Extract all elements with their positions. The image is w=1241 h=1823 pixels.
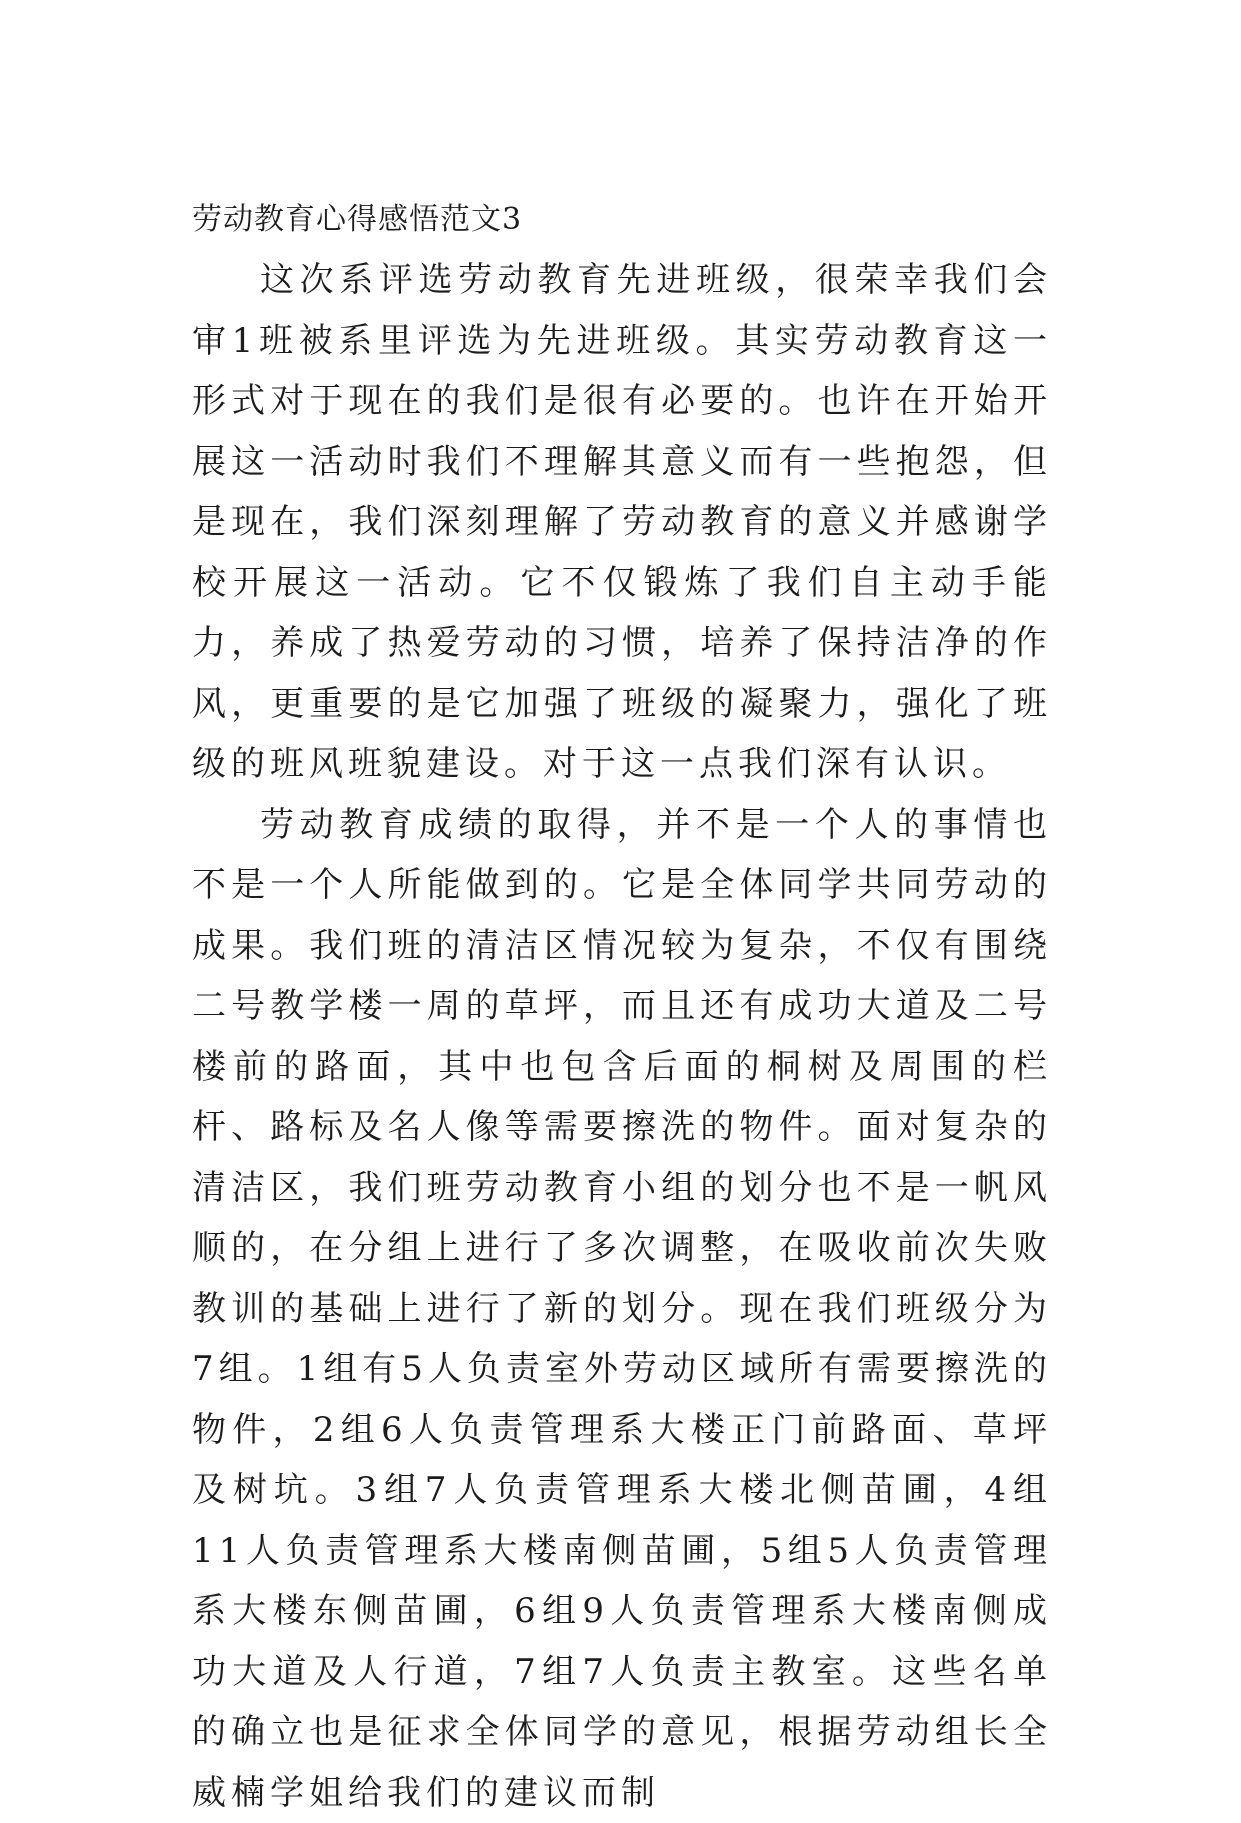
document-title: 劳动教育心得感悟范文3 [192, 190, 1052, 250]
paragraph-2: 劳动教育成绩的取得，并不是一个人的事情也不是一个人所能做到的。它是全体同学共同劳动的成果。我们班的清洁区情况较为复杂，不仅有围绕二号教学楼一周的草坪，而且还有成功大道及二号楼前的路面，其中也包含后面的桐树及周围的栏杆、路标及名人像等需要擦洗的物件。面对复杂的清洁区，我们班劳动教育小组的划分也不是一帆风顺的，在分组上进行了多次调整，在吸收前次失败教训的基础上进行了新的划分。现在我们班级分为7组。1组有5人负责室外劳动区域所有需要擦洗的物件，2组6人负责管理系大楼正门前路面、草坪及树坑。3组7人负责管理系大楼北侧苗圃，4组11人负责管理系大楼南侧苗圃，5组5人负责管理系大楼东侧苗圃，6组9人负责管理系大楼南侧成功大道及人行道，7组7人负责主教室。这些名单的确立也是征求全体同学的意见，根据劳动组长全威楠学姐给我们的建议而制 [192, 795, 1052, 1823]
document-body [192, 190, 1052, 1823]
paragraph-1: 这次系评选劳动教育先进班级，很荣幸我们会审1班被系里评选为先进班级。其实劳动教育这一形式对于现在的我们是很有必要的。也许在开始开展这一活动时我们不理解其意义而有一些抱怨，但是现在，我们深刻理解了劳动教育的意义并感谢学校开展这一活动。它不仅锻炼了我们自主动手能力，养成了热爱劳动的习惯，培养了保持洁净的作风，更重要的是它加强了班级的凝聚力，强化了班级的班风班貌建设。对于这一点我们深有认识。 [192, 250, 1052, 795]
